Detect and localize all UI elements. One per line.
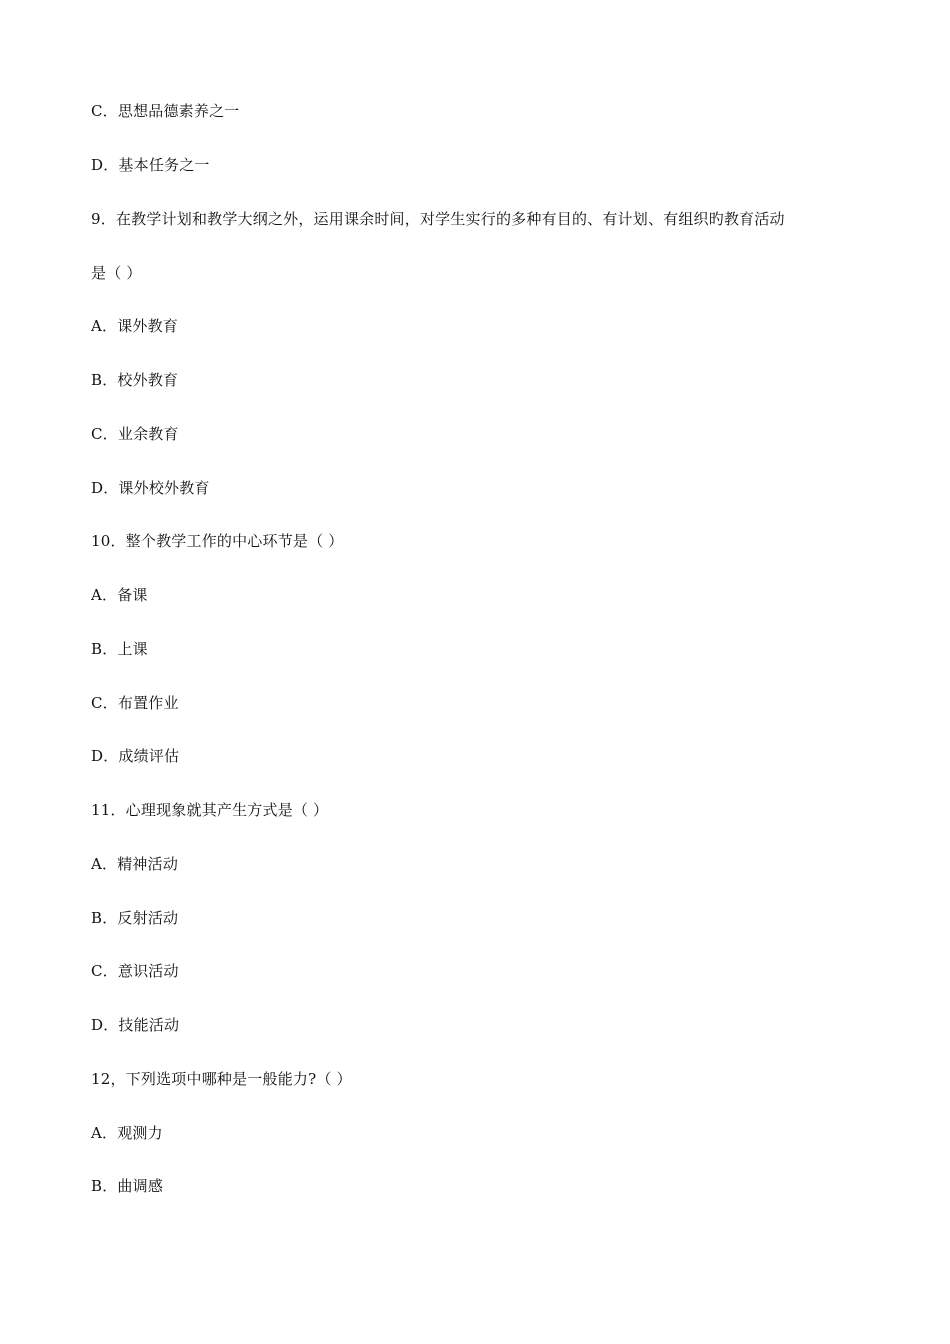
option-11b: B．反射活动	[91, 909, 179, 927]
option-10b: B．上课	[91, 640, 148, 658]
option-11a: A．精神活动	[91, 855, 179, 873]
option-9a: A．课外教育	[91, 317, 179, 335]
option-10a: A．备课	[91, 586, 148, 604]
option-8d: D．基本任务之一	[91, 156, 210, 174]
question-9-line-1: 9．在教学计划和教学大纲之外，运用课余时间，对学生实行的多种有目的、有计划、有组织旳教育活动	[91, 210, 785, 228]
question-10: 10．整个教学工作的中心环节是（ ）	[91, 532, 344, 550]
option-12b: B．曲调感	[91, 1177, 164, 1195]
option-8c: C．思想品德素养之一	[91, 102, 240, 120]
question-11: 11．心理现象就其产生方式是（ ）	[91, 801, 329, 819]
option-10d: D．成绩评估	[91, 747, 180, 765]
question-12: 12，下列选项中哪种是一般能力?（ ）	[91, 1070, 352, 1088]
option-9b: B．校外教育	[91, 371, 179, 389]
option-10c: C．布置作业	[91, 694, 179, 712]
option-9d: D．课外校外教育	[91, 479, 210, 497]
option-11d: D．技能活动	[91, 1016, 180, 1034]
option-9c: C．业余教育	[91, 425, 179, 443]
option-11c: C．意识活动	[91, 962, 179, 980]
question-9-line-2: 是（ ）	[91, 264, 142, 282]
option-12a: A．观测力	[91, 1124, 163, 1142]
